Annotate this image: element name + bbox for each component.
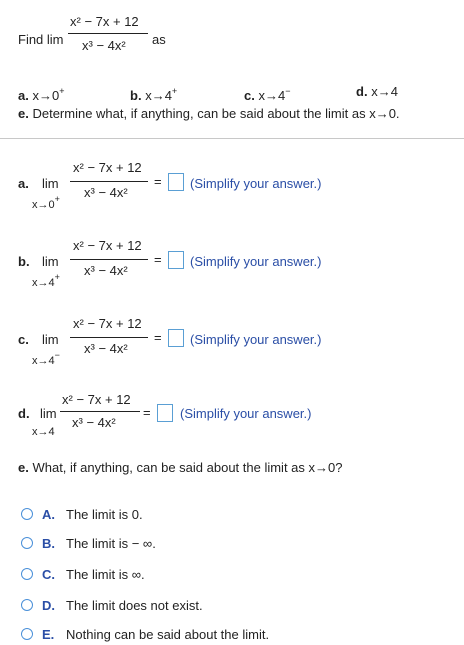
problem-a-lim: lim <box>42 176 59 191</box>
option-c-text: The limit is ∞. <box>66 567 145 582</box>
problem-c-answer-input[interactable] <box>168 329 184 347</box>
problem-b-numerator: x² − 7x + 12 <box>73 238 142 253</box>
header-denominator: x³ − 4x² <box>82 38 126 53</box>
problem-d-lim: lim <box>40 406 57 421</box>
problem-d-answer-input[interactable] <box>157 404 173 422</box>
option-e-letter: E. <box>42 627 55 642</box>
problem-d-hint: (Simplify your answer.) <box>180 406 312 421</box>
option-c-letter: C. <box>42 567 55 582</box>
problem-a-sub: x→0+ <box>32 194 60 211</box>
section-divider <box>0 138 464 139</box>
question-e: e. What, if anything, can be said about the limit as x→0? <box>18 460 343 475</box>
problem-d-denominator: x³ − 4x² <box>72 415 116 430</box>
option-c-radio[interactable] <box>21 568 33 580</box>
problem-b-answer-input[interactable] <box>168 251 184 269</box>
problem-b-denominator: x³ − 4x² <box>84 263 128 278</box>
as-label: as <box>152 32 166 47</box>
find-label: Find lim <box>18 32 64 47</box>
problem-d-label: d. <box>18 406 30 421</box>
header-fraction-bar <box>68 33 148 34</box>
problem-c-sub: x→4− <box>32 350 60 367</box>
option-a-text: The limit is 0. <box>66 507 143 522</box>
part-c-ref: c. x→4− <box>244 85 291 103</box>
problem-a-denominator: x³ − 4x² <box>84 185 128 200</box>
problem-a-fraction-bar <box>70 181 148 182</box>
option-d-radio[interactable] <box>21 599 33 611</box>
problem-b-equals: = <box>154 252 162 267</box>
problem-d-numerator: x² − 7x + 12 <box>62 392 131 407</box>
problem-c-label: c. <box>18 332 29 347</box>
option-e-text: Nothing can be said about the limit. <box>66 627 270 642</box>
problem-a-equals: = <box>154 174 162 189</box>
option-a-radio[interactable] <box>21 508 33 520</box>
problem-a-numerator: x² − 7x + 12 <box>73 160 142 175</box>
part-a-ref: a. x→0+ <box>18 85 65 103</box>
option-b-letter: B. <box>42 536 55 551</box>
problem-b-lim: lim <box>42 254 59 269</box>
option-d-text: The limit does not exist. <box>66 598 203 613</box>
problem-c-denominator: x³ − 4x² <box>84 341 128 356</box>
option-b-radio[interactable] <box>21 537 33 549</box>
part-e-ref: e. Determine what, if anything, can be said about the limit as x→0. <box>18 106 400 121</box>
option-b-text: The limit is − ∞. <box>66 536 156 551</box>
problem-b-fraction-bar <box>70 259 148 260</box>
option-d-letter: D. <box>42 598 55 613</box>
problem-b-label: b. <box>18 254 30 269</box>
problem-d-equals: = <box>143 405 151 420</box>
option-e-radio[interactable] <box>21 628 33 640</box>
problem-b-hint: (Simplify your answer.) <box>190 254 322 269</box>
problem-a-answer-input[interactable] <box>168 173 184 191</box>
header-numerator: x² − 7x + 12 <box>70 14 139 29</box>
part-b-ref: b. x→4+ <box>130 85 178 103</box>
problem-c-lim: lim <box>42 332 59 347</box>
problem-a-label: a. <box>18 176 29 191</box>
problem-d-fraction-bar <box>60 411 140 412</box>
problem-c-equals: = <box>154 330 162 345</box>
problem-c-numerator: x² − 7x + 12 <box>73 316 142 331</box>
problem-c-hint: (Simplify your answer.) <box>190 332 322 347</box>
problem-a-hint: (Simplify your answer.) <box>190 176 322 191</box>
problem-c-fraction-bar <box>70 337 148 338</box>
part-d-ref: d. x→4 <box>356 84 398 99</box>
problem-b-sub: x→4+ <box>32 272 60 289</box>
option-a-letter: A. <box>42 507 55 522</box>
problem-d-sub: x→4 <box>32 426 55 438</box>
